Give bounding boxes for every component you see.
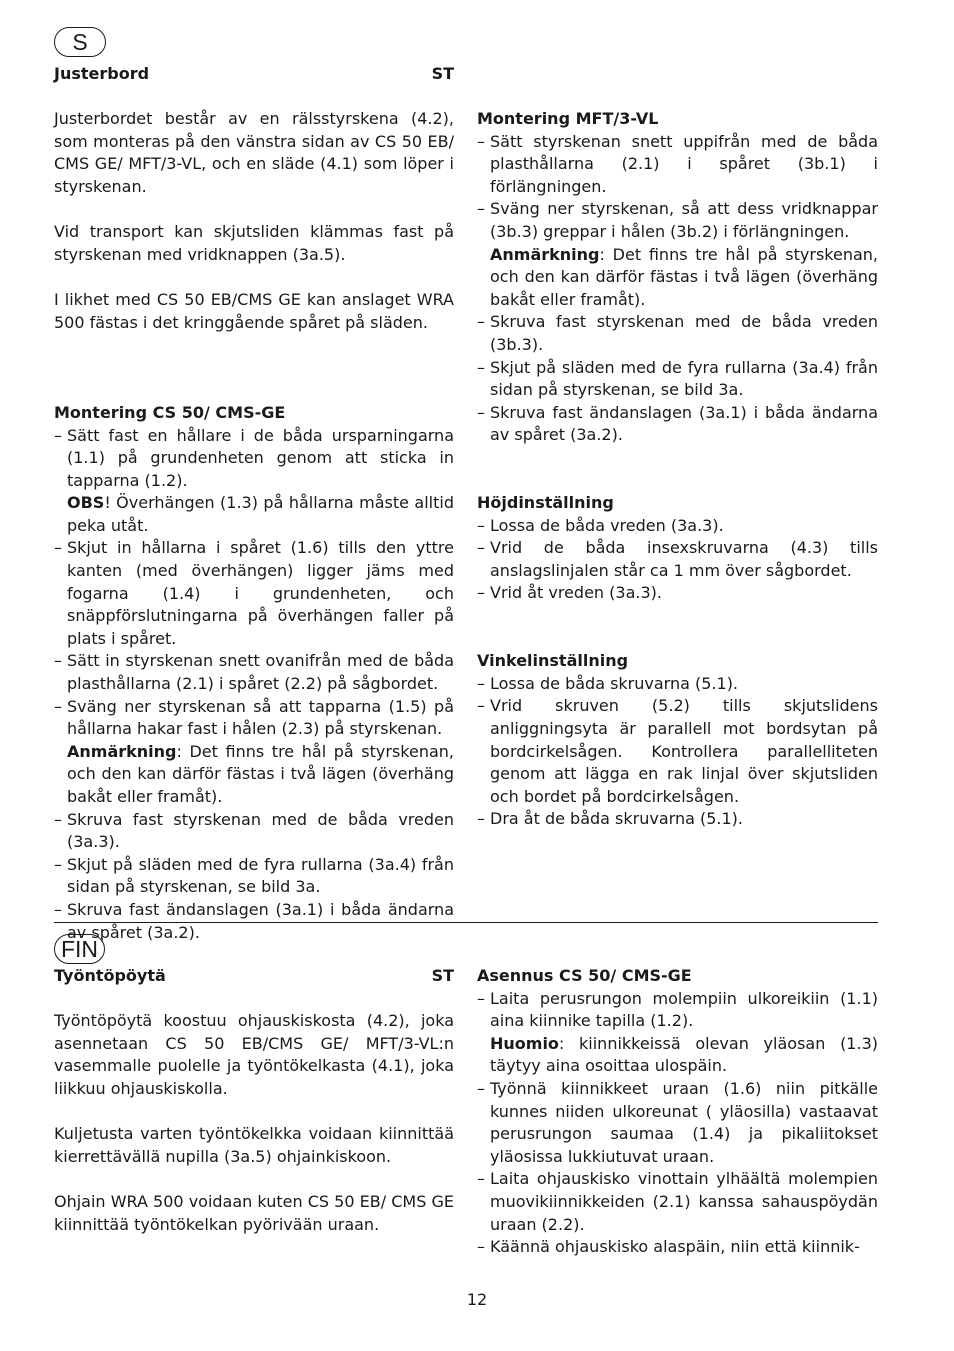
list-item: – Skruva fast styrskenan med de båda vreden (3b.3). bbox=[477, 312, 878, 354]
section-title: Justerbord bbox=[54, 64, 150, 83]
note bbox=[477, 1033, 878, 1078]
note-text: : Det finns tre hål på styrskenan, och den kan därför fästas i två lägen (överhäng bakåt eller framåt). bbox=[490, 244, 878, 309]
note-text: ! Överhängen (1.3) på hållarna måste alltid peka utåt. bbox=[67, 493, 454, 535]
note-label: Huomio bbox=[490, 1033, 559, 1053]
list-item: – Käännä ohjauskisko alaspäin, niin että kiinnik- bbox=[477, 1237, 860, 1257]
section-title: Työntöpöytä bbox=[54, 966, 166, 985]
section-code: ST bbox=[431, 966, 454, 985]
note-text: : Det finns tre hål på styrskenan, och den kan därför fästas i två lägen (överhäng bakåt eller framåt). bbox=[67, 741, 454, 807]
intro-paragraph: Työntöpöytä koostuu ohjauskiskosta (4.2), joka asennetaan CS 50 EB/CMS GE/ MFT/3-VL:n vasemmalle puolelle ja työntökelkasta (4.1), joka liikkuu ohjauskiskolla. bbox=[54, 1011, 454, 1098]
intro-paragraph: Ohjain WRA 500 voidaan kuten CS 50 EB/ CMS GE kiinnittää työntökelkan pyörivään uraan. bbox=[54, 1191, 454, 1234]
language-badge-label: S bbox=[72, 28, 88, 55]
note-label: Anmärkning bbox=[490, 244, 600, 264]
page-number: 12 bbox=[466, 1290, 488, 1309]
list-item: – Sätt in styrskenan snett ovanifrån med de båda plasthållarna (2.1) i spåret (2.2) på sågbordet. bbox=[54, 651, 454, 694]
fi-left-column bbox=[54, 965, 454, 1236]
intro-paragraph: I likhet med CS 50 EB/CMS GE kan anslaget WRA 500 fästas i det kringgående spåret på släden. bbox=[54, 289, 454, 332]
section-heading: Montering CS 50/ CMS-GE bbox=[54, 402, 286, 422]
list-item: – Skruva fast ändanslagen (3a.1) i båda ändarna av spåret (3a.2). bbox=[477, 402, 878, 445]
list-item: – Työnnä kiinnikkeet uraan (1.6) niin pitkälle kunnes niiden ulkoreunat ( yläosilla) vastaavat perusrungon saumaa (1.4) ja pikaliitokset yläosissa lukkiutuvat uraan. bbox=[477, 1078, 878, 1166]
sv-right-column bbox=[477, 108, 878, 831]
list-item: – Dra åt de båda skruvarna (5.1). bbox=[477, 809, 743, 829]
note-text: : kiinnikkeissä olevan yläosan (1.3) täytyy aina osoittaa ulospäin. bbox=[490, 1033, 878, 1076]
list-item: – Vrid skruven (5.2) tills skjutslidens anliggningsyta är parallell mot bordsytan på bordcirkelsågen. Kontrollera parallelliteten genom att lägga en rak linjal över skjutsliden och bordet på bordcirkelsågen. bbox=[477, 696, 878, 806]
list-item: – Skjut på släden med de fyra rullarna (3a.4) från sidan på styrskenan, se bild 3a. bbox=[477, 357, 878, 400]
section-header bbox=[54, 965, 454, 988]
sv-left-column bbox=[54, 63, 454, 944]
fi-right-column bbox=[477, 965, 878, 1259]
list-item: – Laita ohjauskisko vinottain ylhäältä molempien muovikiinnikkeiden (2.1) kanssa sahauspöydän uraan (2.2). bbox=[477, 1169, 878, 1234]
list-item: – Lossa de båda skruvarna (5.1). bbox=[477, 673, 739, 693]
intro-paragraph: Justerbordet består av en rälsstyrskena (4.2), som monteras på den vänstra sidan av CS 50 EB/ CMS GE/ MFT/3-VL, och en släde (4.1) som löper i styrskenan. bbox=[54, 109, 454, 196]
note bbox=[54, 741, 454, 809]
section-heading: Vinkelinställning bbox=[477, 651, 629, 671]
intro-paragraph: Kuljetusta varten työntökelkka voidaan kiinnittää kierrettävällä nupilla (3a.5) ohjainkiskoon. bbox=[54, 1124, 454, 1166]
language-badge-sv bbox=[54, 27, 106, 57]
list-item: – Vrid åt vreden (3a.3). bbox=[477, 583, 662, 603]
list-item: – Skjut in hållarna i spåret (1.6) tills den yttre kanten (med överhängen) ligger jäms med fogarna (1.4) i grundenheten, och snäppförslutningarna på överhängen faller på plats i spåret. bbox=[54, 538, 454, 648]
section-heading: Montering MFT/3-VL bbox=[477, 109, 659, 128]
list-item: – Sväng ner styrskenan så att tapparna (1.5) på hållarna hakar fast i hålen (2.3) på styrskenan. bbox=[54, 696, 454, 739]
section-code: ST bbox=[431, 64, 454, 83]
list-item: – Sätt fast en hållare i de båda ursparningarna (1.1) på grundenheten genom att sticka in tapparna (1.2). bbox=[54, 425, 454, 490]
list-item: – Sväng ner styrskenan, så att dess vridknappar (3b.3) greppar i hålen (3b.2) i förlängningen. bbox=[477, 199, 878, 241]
section-heading: Höjdinställning bbox=[477, 493, 614, 513]
list-item: – Skruva fast styrskenan med de båda vreden (3a.3). bbox=[54, 809, 454, 852]
list-item: – Vrid de båda insexskruvarna (4.3) tills anslagslinjalen står ca 1 mm över sågbordet. bbox=[477, 538, 878, 580]
list-item: – Lossa de båda vreden (3a.3). bbox=[477, 515, 724, 535]
list-item: – Laita perusrungon molempiin ulkoreikiin (1.1) aina kiinnike tapilla (1.2). bbox=[477, 988, 878, 1031]
note-label: OBS bbox=[67, 493, 105, 513]
note-label: Anmärkning bbox=[67, 741, 177, 761]
list-item: – Skruva fast ändanslagen (3a.1) i båda ändarna av spåret (3a.2). bbox=[54, 899, 454, 942]
section-divider bbox=[54, 922, 878, 923]
list-item: – Sätt styrskenan snett uppifrån med de båda plasthållarna (2.1) i spåret (3b.1) i förlängningen. bbox=[477, 131, 878, 196]
language-badge-fi bbox=[54, 934, 105, 964]
section-heading: Asennus CS 50/ CMS-GE bbox=[477, 966, 692, 985]
list-item: – Skjut på släden med de fyra rullarna (3a.4) från sidan på styrskenan, se bild 3a. bbox=[54, 854, 454, 897]
intro-paragraph: Vid transport kan skjutsliden klämmas fast på styrskenan med vridknappen (3a.5). bbox=[54, 222, 454, 264]
note bbox=[477, 244, 878, 312]
language-badge-label: FIN bbox=[60, 935, 99, 962]
section-header bbox=[54, 63, 454, 86]
note bbox=[54, 492, 454, 537]
